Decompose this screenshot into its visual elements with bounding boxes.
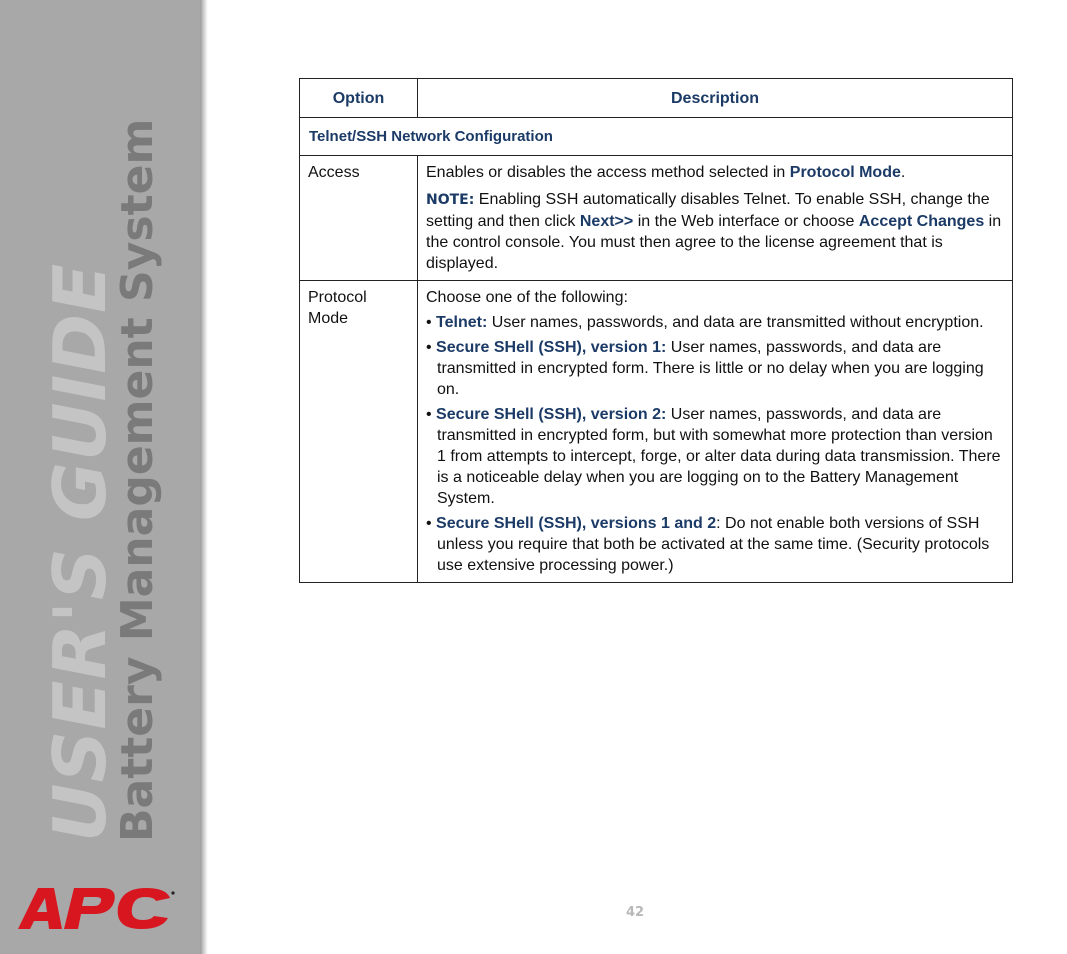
accept-changes-link: Accept Changes: [858, 213, 985, 230]
product-title: Battery Management System: [112, 118, 163, 842]
description-text: .: [900, 164, 906, 181]
note-label: NOTE:: [426, 192, 475, 208]
bullet-text: User names, passwords, and data are transmitted in encrypted form. There is little or no delay when you are logging on.: [437, 339, 984, 398]
bullet-label: Secure SHell (SSH), version 1:: [436, 339, 667, 356]
description-cell: [418, 156, 1013, 281]
list-item: [426, 312, 1004, 333]
list-item: [426, 404, 1004, 509]
options-table: [299, 78, 1013, 583]
description-line: [426, 162, 1004, 183]
bullet-text: User names, passwords, and data are transmitted in encrypted form, but with somewhat more protection than version 1 from attempts to intercept, forge, or alter data during data transmission. There is a noticeable delay when you are logging on to the Battery Management System.: [437, 406, 1001, 507]
bullet-marker: •: [426, 515, 437, 532]
bullet-text: User names, passwords, and data are transmitted without encryption.: [487, 314, 984, 331]
bullet-marker: •: [426, 339, 437, 356]
section-row: [300, 118, 1013, 156]
section-title: Telnet/SSH Network Configuration: [300, 118, 1013, 156]
list-item: [426, 337, 1004, 400]
note-text: in the Web interface or choose: [633, 213, 859, 230]
table-row: [300, 156, 1013, 281]
bullet-marker: •: [426, 314, 437, 331]
description-intro: Choose one of the following:: [426, 289, 628, 306]
bullet-label: Secure SHell (SSH), version 2:: [436, 406, 667, 423]
note-paragraph: [426, 189, 1004, 274]
bullet-label: Telnet:: [436, 314, 488, 331]
table-header-row: [300, 79, 1013, 118]
description-cell: [418, 281, 1013, 583]
description-text: Enables or disables the access method selected in: [426, 164, 790, 181]
header-option: Option: [300, 79, 418, 118]
option-cell: Protocol Mode: [300, 281, 418, 583]
bullet-label: Secure SHell (SSH), versions 1 and 2: [436, 515, 717, 532]
bullet-marker: •: [426, 406, 437, 423]
bullet-text: : Do not enable both versions of SSH unless you require that both be activated at the same time. (Security protocols use extensive processing power.): [437, 515, 990, 574]
note-text: Enabling SSH automatically disables Telnet. To enable SSH, change the setting and then click: [426, 191, 990, 230]
guide-title: USER'S GUIDE: [38, 262, 122, 842]
option-cell: Access: [300, 156, 418, 281]
header-description: Description: [418, 79, 1013, 118]
next-link: Next>>: [579, 213, 634, 230]
protocol-mode-link: Protocol Mode: [789, 164, 901, 181]
sidebar-shadow: [200, 0, 208, 954]
apc-logo: [18, 885, 176, 933]
table-row: [300, 281, 1013, 583]
page-number: 42: [625, 905, 645, 920]
list-item: [426, 513, 1004, 576]
note-text: in the control console. You must then agree to the license agreement that is displayed.: [426, 213, 1002, 272]
